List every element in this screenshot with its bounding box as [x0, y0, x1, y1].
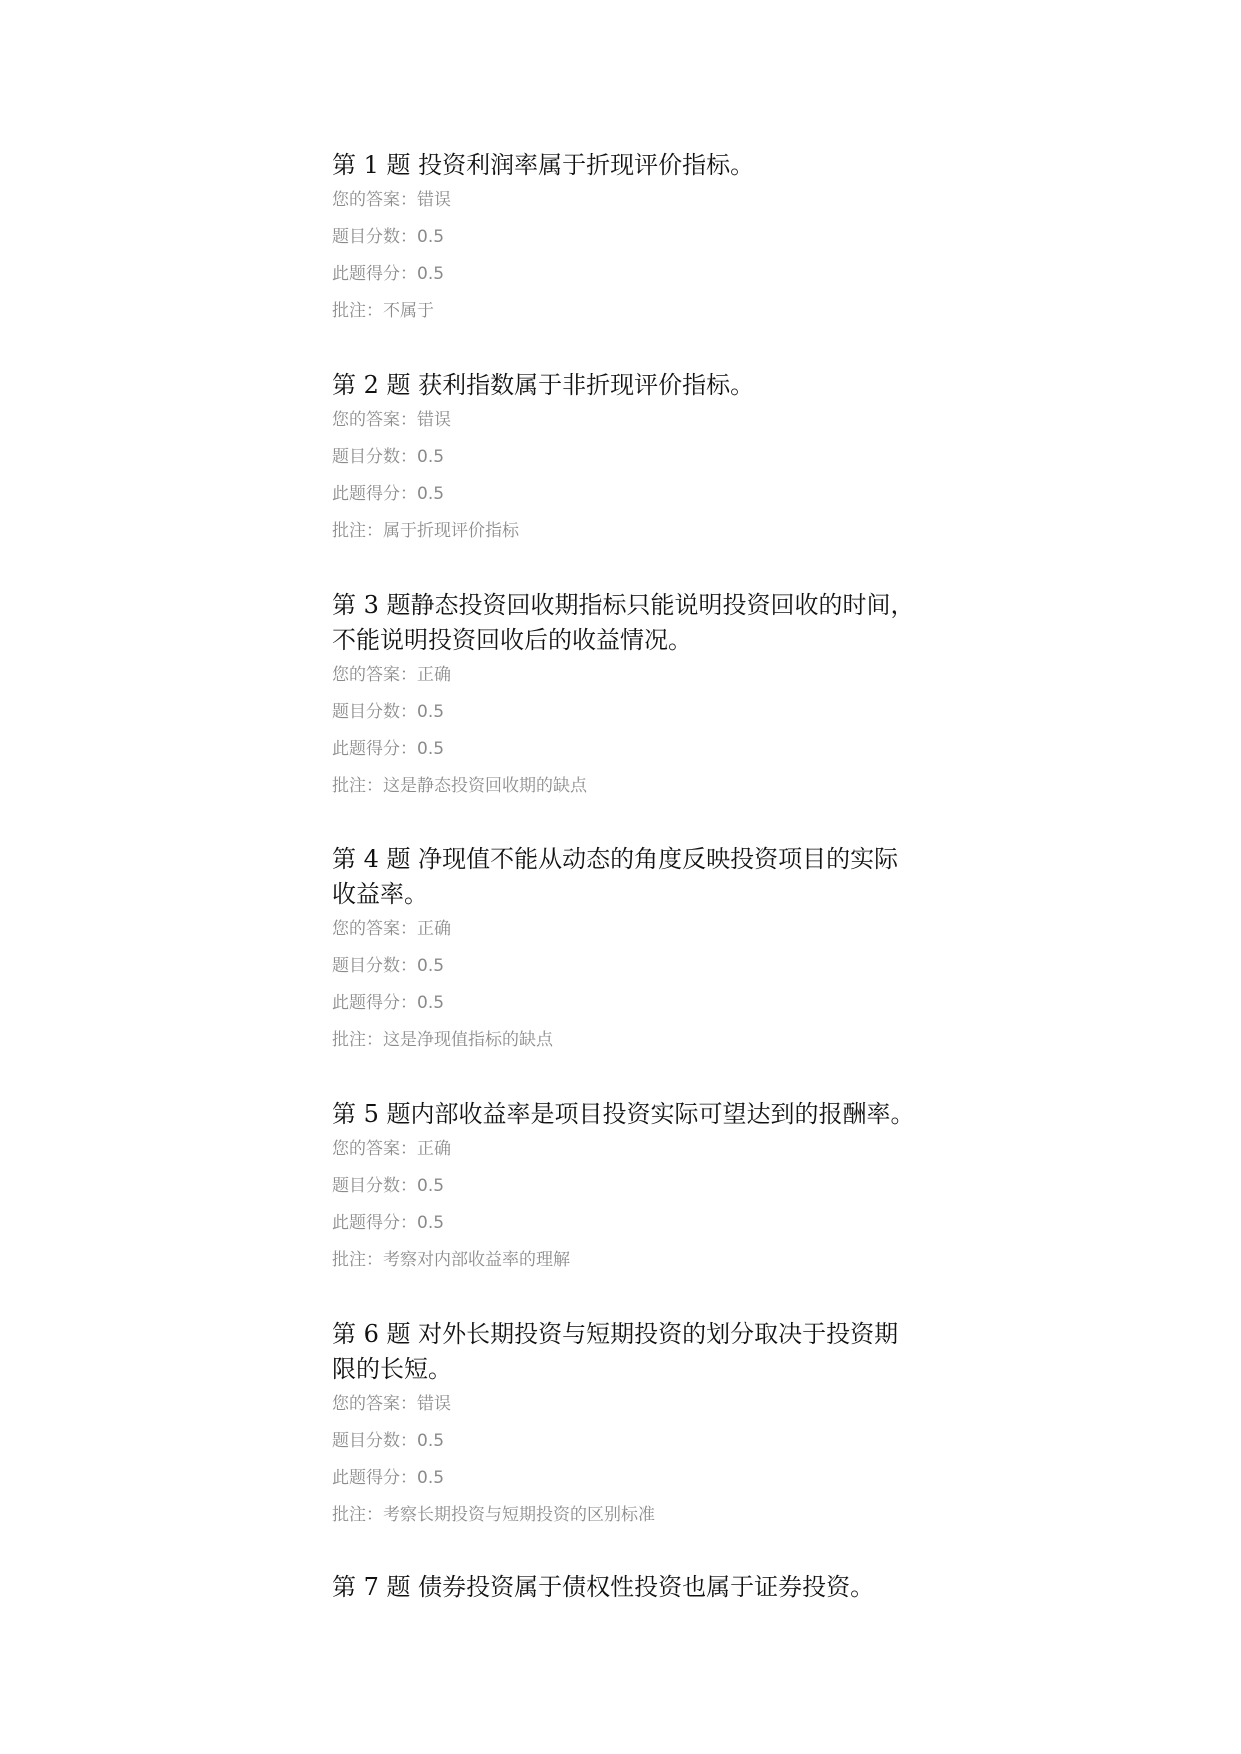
annotation: 批注：考察对内部收益率的理解: [332, 1250, 570, 1270]
annotation: 批注：考察长期投资与短期投资的区别标准: [332, 1505, 655, 1525]
your-answer: 您的答案：正确: [332, 1139, 451, 1159]
question-4: [332, 842, 932, 1052]
question-title: 第 5 题内部收益率是项目投资实际可望达到的报酬率。: [332, 1100, 915, 1128]
question-title: 第 7 题 债券投资属于债权性投资也属于证券投资。: [332, 1573, 875, 1601]
question-score: 题目分数：0.5: [332, 1176, 445, 1196]
question-title: 第 6 题 对外长期投资与短期投资的划分取决于投资期 限的长短。: [332, 1320, 899, 1383]
question-6: [332, 1317, 932, 1527]
your-answer: 您的答案：错误: [332, 190, 451, 210]
earned-score: 此题得分：0.5: [332, 993, 445, 1013]
question-score: 题目分数：0.5: [332, 956, 445, 976]
your-answer: 您的答案：正确: [332, 919, 451, 939]
question-title: 第 1 题 投资利润率属于折现评价指标。: [332, 151, 755, 179]
annotation: 批注：属于折现评价指标: [332, 521, 519, 541]
annotation: 批注：这是静态投资回收期的缺点: [332, 776, 587, 796]
question-score: 题目分数：0.5: [332, 227, 445, 247]
your-answer: 您的答案：错误: [332, 1394, 451, 1414]
question-3: [332, 588, 932, 798]
your-answer: 您的答案：错误: [332, 410, 451, 430]
earned-score: 此题得分：0.5: [332, 484, 445, 504]
question-score: 题目分数：0.5: [332, 1431, 445, 1451]
annotation: 批注：这是净现值指标的缺点: [332, 1030, 553, 1050]
your-answer: 您的答案：正确: [332, 665, 451, 685]
question-score: 题目分数：0.5: [332, 447, 445, 467]
question-7: [332, 1570, 932, 1605]
question-score: 题目分数：0.5: [332, 702, 445, 722]
earned-score: 此题得分：0.5: [332, 739, 445, 759]
question-title: 第 3 题静态投资回收期指标只能说明投资回收的时间， 不能说明投资回收后的收益情况。: [332, 591, 915, 654]
earned-score: 此题得分：0.5: [332, 1468, 445, 1488]
annotation: 批注：不属于: [332, 301, 434, 321]
question-title: 第 4 题 净现值不能从动态的角度反映投资项目的实际 收益率。: [332, 845, 899, 908]
question-title: 第 2 题 获利指数属于非折现评价指标。: [332, 371, 755, 399]
question-1: [332, 148, 932, 323]
question-2: [332, 368, 932, 543]
earned-score: 此题得分：0.5: [332, 264, 445, 284]
question-5: [332, 1097, 932, 1272]
earned-score: 此题得分：0.5: [332, 1213, 445, 1233]
